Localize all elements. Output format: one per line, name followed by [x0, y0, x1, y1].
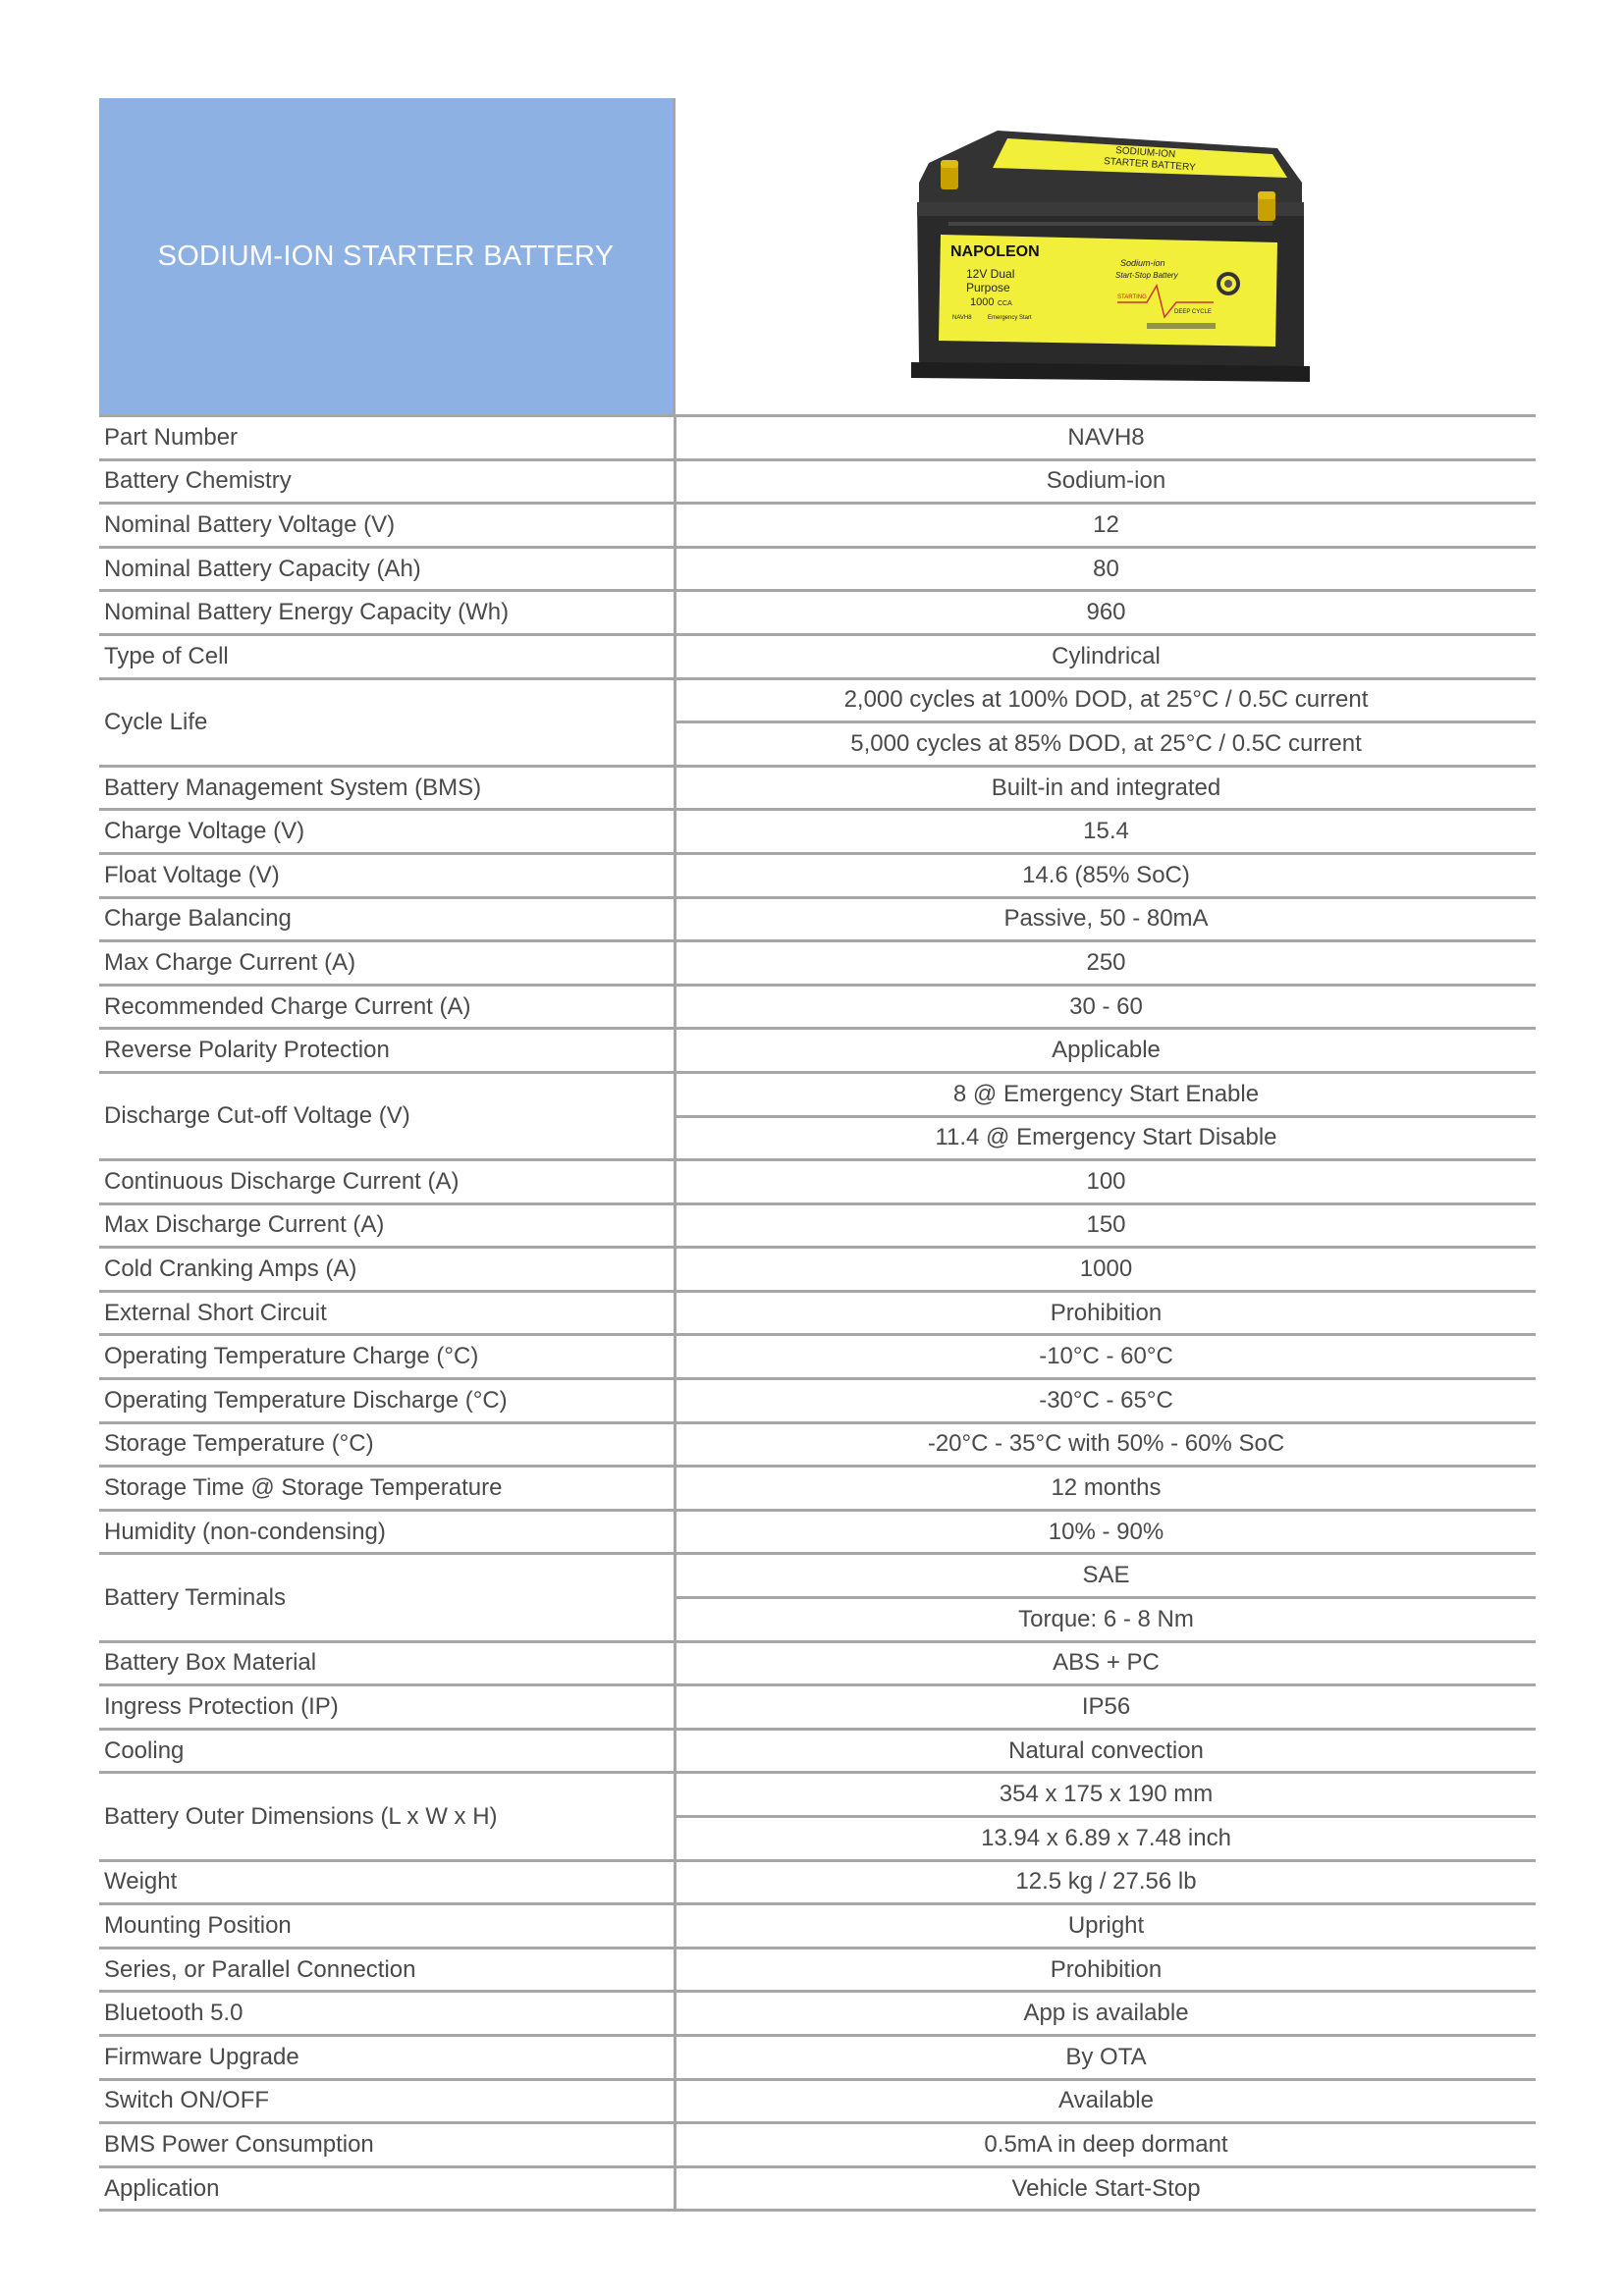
spec-row-float-voltage-v: [99, 853, 1536, 897]
spec-label: Max Discharge Current (A): [99, 1203, 676, 1248]
spec-value: 12: [676, 504, 1537, 548]
spec-value: 0.5mA in deep dormant: [676, 2123, 1537, 2167]
spec-value: App is available: [676, 1992, 1537, 2036]
spec-value: -10°C - 60°C: [676, 1335, 1537, 1379]
spec-value: 15.4: [676, 810, 1537, 854]
spec-label: Cooling: [99, 1729, 676, 1773]
spec-label: Firmware Upgrade: [99, 2035, 676, 2079]
label-voltage: 12V Dual: [966, 267, 1015, 281]
spec-row-recommended-charge-current-a: [99, 985, 1536, 1029]
spec-label: Float Voltage (V): [99, 853, 676, 897]
spec-value: Natural convection: [676, 1729, 1537, 1773]
spec-label: Battery Box Material: [99, 1641, 676, 1685]
spec-value: 5,000 cycles at 85% DOD, at 25°C / 0.5C current: [676, 722, 1537, 767]
spec-row-external-short-circuit: [99, 1291, 1536, 1335]
spec-value: Available: [676, 2079, 1537, 2123]
spec-row-battery-chemistry: [99, 459, 1536, 504]
spec-row-ingress-protection-ip: [99, 1685, 1536, 1730]
spec-row-firmware-upgrade: [99, 2035, 1536, 2079]
spec-row-operating-temperature-discharge-c: [99, 1379, 1536, 1423]
spec-row-continuous-discharge-current-a: [99, 1160, 1536, 1204]
spec-label: Recommended Charge Current (A): [99, 985, 676, 1029]
spec-value: 12.5 kg / 27.56 lb: [676, 1860, 1537, 1904]
spec-label: Nominal Battery Energy Capacity (Wh): [99, 591, 676, 635]
spec-label: External Short Circuit: [99, 1291, 676, 1335]
spec-row-nominal-battery-capacity-ah: [99, 547, 1536, 591]
spec-label: Charge Balancing: [99, 897, 676, 941]
spec-label: Series, or Parallel Connection: [99, 1948, 676, 1992]
label-emergency: Emergency Start: [988, 315, 1032, 321]
spec-row-nominal-battery-energy-capacity-wh: [99, 591, 1536, 635]
label-starting: STARTING: [1117, 294, 1147, 300]
spec-label: Discharge Cut-off Voltage (V): [99, 1072, 676, 1159]
spec-label: Weight: [99, 1860, 676, 1904]
spec-row-application: [99, 2166, 1536, 2211]
spec-value: 13.94 x 6.89 x 7.48 inch: [676, 1817, 1537, 1861]
spec-value: Applicable: [676, 1029, 1537, 1073]
spec-label: Reverse Polarity Protection: [99, 1029, 676, 1073]
spec-label: Bluetooth 5.0: [99, 1992, 676, 2036]
spec-row-series-or-parallel-connection: [99, 1948, 1536, 1992]
spec-value: Cylindrical: [676, 634, 1537, 678]
spec-value: 12 months: [676, 1467, 1537, 1511]
spec-row-reverse-polarity-protection: [99, 1029, 1536, 1073]
page-title: SODIUM-ION STARTER BATTERY: [157, 240, 615, 272]
header-image-cell: [673, 98, 1536, 414]
front-label: [939, 235, 1277, 347]
spec-label: Operating Temperature Discharge (°C): [99, 1379, 676, 1423]
lid-text-line-1: SODIUM-ION: [1114, 145, 1176, 161]
spec-sheet: [99, 98, 1536, 2212]
spec-value: 2,000 cycles at 100% DOD, at 25°C / 0.5C current: [676, 678, 1537, 722]
spec-row-storage-time-storage-temperature: [99, 1467, 1536, 1511]
spec-value: Sodium-ion: [676, 459, 1537, 504]
spec-value: 100: [676, 1160, 1537, 1204]
spec-row-bms-power-consumption: [99, 2123, 1536, 2167]
spec-value: Prohibition: [676, 1291, 1537, 1335]
spec-value: Upright: [676, 1904, 1537, 1949]
spec-value: Built-in and integrated: [676, 766, 1537, 810]
spec-row-type-of-cell: [99, 634, 1536, 678]
spec-value: By OTA: [676, 2035, 1537, 2079]
spec-value: NAVH8: [676, 416, 1537, 460]
spec-value: 1000: [676, 1248, 1537, 1292]
spec-value: 10% - 90%: [676, 1510, 1537, 1554]
lid-text-line-2: STARTER BATTERY: [1103, 156, 1197, 174]
spec-row-battery-box-material: [99, 1641, 1536, 1685]
spec-value: Passive, 50 - 80mA: [676, 897, 1537, 941]
spec-row-storage-temperature-c: [99, 1422, 1536, 1467]
spec-row-weight: [99, 1860, 1536, 1904]
spec-label: Battery Chemistry: [99, 459, 676, 504]
spec-value: IP56: [676, 1685, 1537, 1730]
spec-row-battery-management-system-bms: [99, 766, 1536, 810]
label-model: NAVH8: [952, 315, 972, 321]
spec-value: 960: [676, 591, 1537, 635]
spec-row-max-charge-current-a: [99, 941, 1536, 986]
header-title-cell: [99, 98, 673, 414]
spec-value: 14.6 (85% SoC): [676, 853, 1537, 897]
spec-label: Humidity (non-condensing): [99, 1510, 676, 1554]
spec-row-battery-outer-dimensions-l-x-w-x-h: [99, 1773, 1536, 1817]
spec-row-nominal-battery-voltage-v: [99, 504, 1536, 548]
spec-value: 354 x 175 x 190 mm: [676, 1773, 1537, 1817]
spec-label: Continuous Discharge Current (A): [99, 1160, 676, 1204]
spec-row-battery-terminals: [99, 1554, 1536, 1598]
spec-label: Type of Cell: [99, 634, 676, 678]
spec-row-discharge-cut-off-voltage-v: [99, 1072, 1536, 1116]
label-type-line-1: Sodium-ion: [1120, 258, 1165, 268]
spec-header: [99, 98, 1536, 414]
spec-row-charge-voltage-v: [99, 810, 1536, 854]
spec-table: [99, 414, 1536, 2212]
spec-label: Storage Time @ Storage Temperature: [99, 1467, 676, 1511]
spec-label: Cycle Life: [99, 678, 676, 766]
spec-label: Part Number: [99, 416, 676, 460]
spec-label: Battery Outer Dimensions (L x W x H): [99, 1773, 676, 1860]
spec-value: -20°C - 35°C with 50% - 60% SoC: [676, 1422, 1537, 1467]
spec-row-part-number: [99, 416, 1536, 460]
spec-value: Torque: 6 - 8 Nm: [676, 1598, 1537, 1642]
spec-label: Max Charge Current (A): [99, 941, 676, 986]
spec-label: Ingress Protection (IP): [99, 1685, 676, 1730]
spec-row-cycle-life: [99, 678, 1536, 722]
spec-label: Charge Voltage (V): [99, 810, 676, 854]
battery-product-image: [890, 109, 1322, 403]
label-cca-unit: CCA: [998, 300, 1012, 307]
label-type-line-2: Start-Stop Battery: [1115, 271, 1178, 280]
spec-value: 11.4 @ Emergency Start Disable: [676, 1116, 1537, 1160]
spec-row-charge-balancing: [99, 897, 1536, 941]
spec-value: ABS + PC: [676, 1641, 1537, 1685]
spec-value: 150: [676, 1203, 1537, 1248]
spec-label: Switch ON/OFF: [99, 2079, 676, 2123]
spec-row-bluetooth-5-0: [99, 1992, 1536, 2036]
spec-label: Nominal Battery Capacity (Ah): [99, 547, 676, 591]
spec-row-cold-cranking-amps-a: [99, 1248, 1536, 1292]
spec-value: -30°C - 65°C: [676, 1379, 1537, 1423]
brand-logo: NAPOLEON: [950, 243, 1040, 260]
spec-label: BMS Power Consumption: [99, 2123, 676, 2167]
label-cca-value: 1000: [970, 296, 995, 308]
spec-value: Prohibition: [676, 1948, 1537, 1992]
spec-label: Storage Temperature (°C): [99, 1422, 676, 1467]
certification-marks-icon: [1147, 323, 1216, 329]
spec-value: 250: [676, 941, 1537, 986]
spec-value: 30 - 60: [676, 985, 1537, 1029]
spec-label: Operating Temperature Charge (°C): [99, 1335, 676, 1379]
spec-value: 8 @ Emergency Start Enable: [676, 1072, 1537, 1116]
spec-row-cooling: [99, 1729, 1536, 1773]
spec-row-switch-on-off: [99, 2079, 1536, 2123]
spec-label: Battery Management System (BMS): [99, 766, 676, 810]
spec-value: SAE: [676, 1554, 1537, 1598]
spec-row-mounting-position: [99, 1904, 1536, 1949]
label-deep-cycle: DEEP CYCLE: [1174, 309, 1212, 315]
spec-label: Mounting Position: [99, 1904, 676, 1949]
spec-value: 80: [676, 547, 1537, 591]
spec-row-humidity-non-condensing: [99, 1510, 1536, 1554]
spec-row-operating-temperature-charge-c: [99, 1335, 1536, 1379]
spec-label: Cold Cranking Amps (A): [99, 1248, 676, 1292]
spec-row-max-discharge-current-a: [99, 1203, 1536, 1248]
spec-label: Nominal Battery Voltage (V): [99, 504, 676, 548]
spec-label: Battery Terminals: [99, 1554, 676, 1641]
spec-label: Application: [99, 2166, 676, 2211]
label-purpose: Purpose: [966, 281, 1010, 294]
spec-value: Vehicle Start-Stop: [676, 2166, 1537, 2211]
